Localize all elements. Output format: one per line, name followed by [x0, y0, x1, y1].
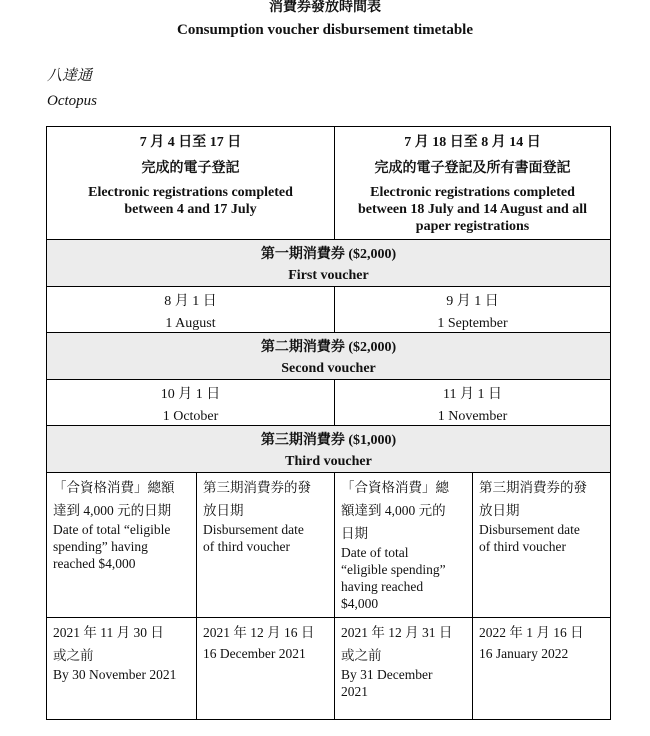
second-voucher-heading [47, 333, 610, 379]
header-line: having reached [341, 579, 424, 594]
header-line: Disbursement date [479, 522, 580, 537]
header-line: “eligible spending” [341, 562, 446, 577]
header-line: of third voucher [479, 539, 566, 554]
period-2-header [335, 127, 610, 239]
second-voucher-date-period-1 [47, 380, 335, 425]
date-zh: 10 月 1 日 [160, 387, 221, 402]
date-en: 1 August [165, 316, 216, 331]
header-line: 第三期消費券的發 [203, 480, 311, 495]
disbursement-date-period-2 [473, 618, 610, 719]
period-1-desc-en-2: between 4 and 17 July [124, 202, 257, 217]
first-voucher-date-period-2 [335, 287, 610, 332]
header-line: 放日期 [203, 503, 244, 518]
disbursement-date-period-1 [197, 618, 335, 719]
period-2-desc-en-2: between 18 July and 14 August and all [357, 202, 588, 217]
header-line: 放日期 [479, 503, 520, 518]
period-1-date: 7 月 4 日至 17 日 [139, 135, 242, 150]
registration-period-header-row [47, 127, 610, 240]
date-en: 1 September [437, 316, 508, 331]
header-line: 日期 [341, 526, 368, 541]
disbursement-date-header-period-2 [473, 473, 610, 617]
eligible-spending-date-header-period-1 [47, 473, 197, 617]
date-en: 1 November [437, 409, 508, 424]
header-line: 額達到 4,000 元的 [341, 503, 446, 518]
period-1-desc-en-1: Electronic registrations completed [88, 185, 293, 200]
second-voucher-heading-en: Second voucher [281, 361, 376, 376]
third-voucher-heading-en: Third voucher [285, 454, 372, 469]
header-line: Date of total [341, 545, 409, 560]
second-voucher-date-period-2 [335, 380, 610, 425]
period-1-desc-zh: 完成的電子登記 [141, 161, 240, 176]
second-voucher-heading-zh: 第二期消費券 ($2,000) [260, 340, 397, 355]
date-line: 2022 年 1 月 16 日 [479, 625, 584, 640]
date-line: 16 January 2022 [479, 646, 569, 661]
date-line: 或之前 [53, 648, 94, 663]
date-line: 2021 [341, 684, 368, 699]
period-2-desc-en-1: Electronic registrations completed [370, 185, 575, 200]
first-voucher-heading-zh: 第一期消費券 ($2,000) [260, 247, 397, 262]
date-line: 2021 年 11 月 30 日 [53, 625, 164, 640]
first-voucher-date-period-1 [47, 287, 335, 332]
header-line: $4,000 [341, 596, 379, 611]
header-line: Date of total “eligible [53, 522, 171, 537]
second-voucher-dates-row [47, 380, 610, 426]
eligible-spending-date-period-2 [335, 618, 473, 719]
header-line: Disbursement date [203, 522, 304, 537]
date-line: By 31 December [341, 667, 433, 682]
period-1-header [47, 127, 335, 239]
disbursement-date-header-period-1 [197, 473, 335, 617]
period-2-desc-en-3: paper registrations [415, 219, 530, 234]
third-voucher-column-header-row [47, 473, 610, 618]
date-line: 16 December 2021 [203, 646, 306, 661]
date-zh: 8 月 1 日 [164, 294, 217, 309]
eligible-spending-date-period-1 [47, 618, 197, 719]
period-2-desc-zh: 完成的電子登記及所有書面登記 [374, 161, 571, 176]
date-line: 2021 年 12 月 16 日 [203, 625, 315, 640]
first-voucher-dates-row [47, 287, 610, 333]
date-zh: 11 月 1 日 [443, 387, 502, 402]
section-label-zh: 八達通 [47, 68, 93, 84]
timetable-title-zh: 消費券發放時間表 [269, 0, 381, 15]
first-voucher-heading-en: First voucher [288, 268, 369, 283]
header-line: 達到 4,000 元的日期 [53, 503, 172, 518]
header-line: reached $4,000 [53, 556, 136, 571]
section-label-en: Octopus [47, 93, 97, 109]
timetable-table [46, 126, 611, 720]
second-voucher-heading-row [47, 333, 610, 380]
date-line: 2021 年 12 月 31 日 [341, 625, 453, 640]
third-voucher-heading [47, 426, 610, 472]
third-voucher-heading-zh: 第三期消費券 ($1,000) [260, 433, 397, 448]
eligible-spending-date-header-period-2 [335, 473, 473, 617]
header-line: 「合資格消費」總 [341, 480, 449, 495]
header-line: of third voucher [203, 539, 290, 554]
date-line: 或之前 [341, 648, 382, 663]
date-en: 1 October [162, 409, 219, 424]
date-line: By 30 November 2021 [53, 667, 177, 682]
date-zh: 9 月 1 日 [446, 294, 499, 309]
header-line: 「合資格消費」總額 [53, 480, 175, 495]
header-line: 第三期消費券的發 [479, 480, 587, 495]
header-line: spending” having [53, 539, 148, 554]
third-voucher-heading-row [47, 426, 610, 473]
period-2-date: 7 月 18 日至 8 月 14 日 [404, 135, 541, 150]
third-voucher-dates-row [47, 618, 610, 719]
first-voucher-heading [47, 240, 610, 286]
first-voucher-heading-row [47, 240, 610, 287]
timetable-title-en: Consumption voucher disbursement timetable [177, 22, 473, 38]
